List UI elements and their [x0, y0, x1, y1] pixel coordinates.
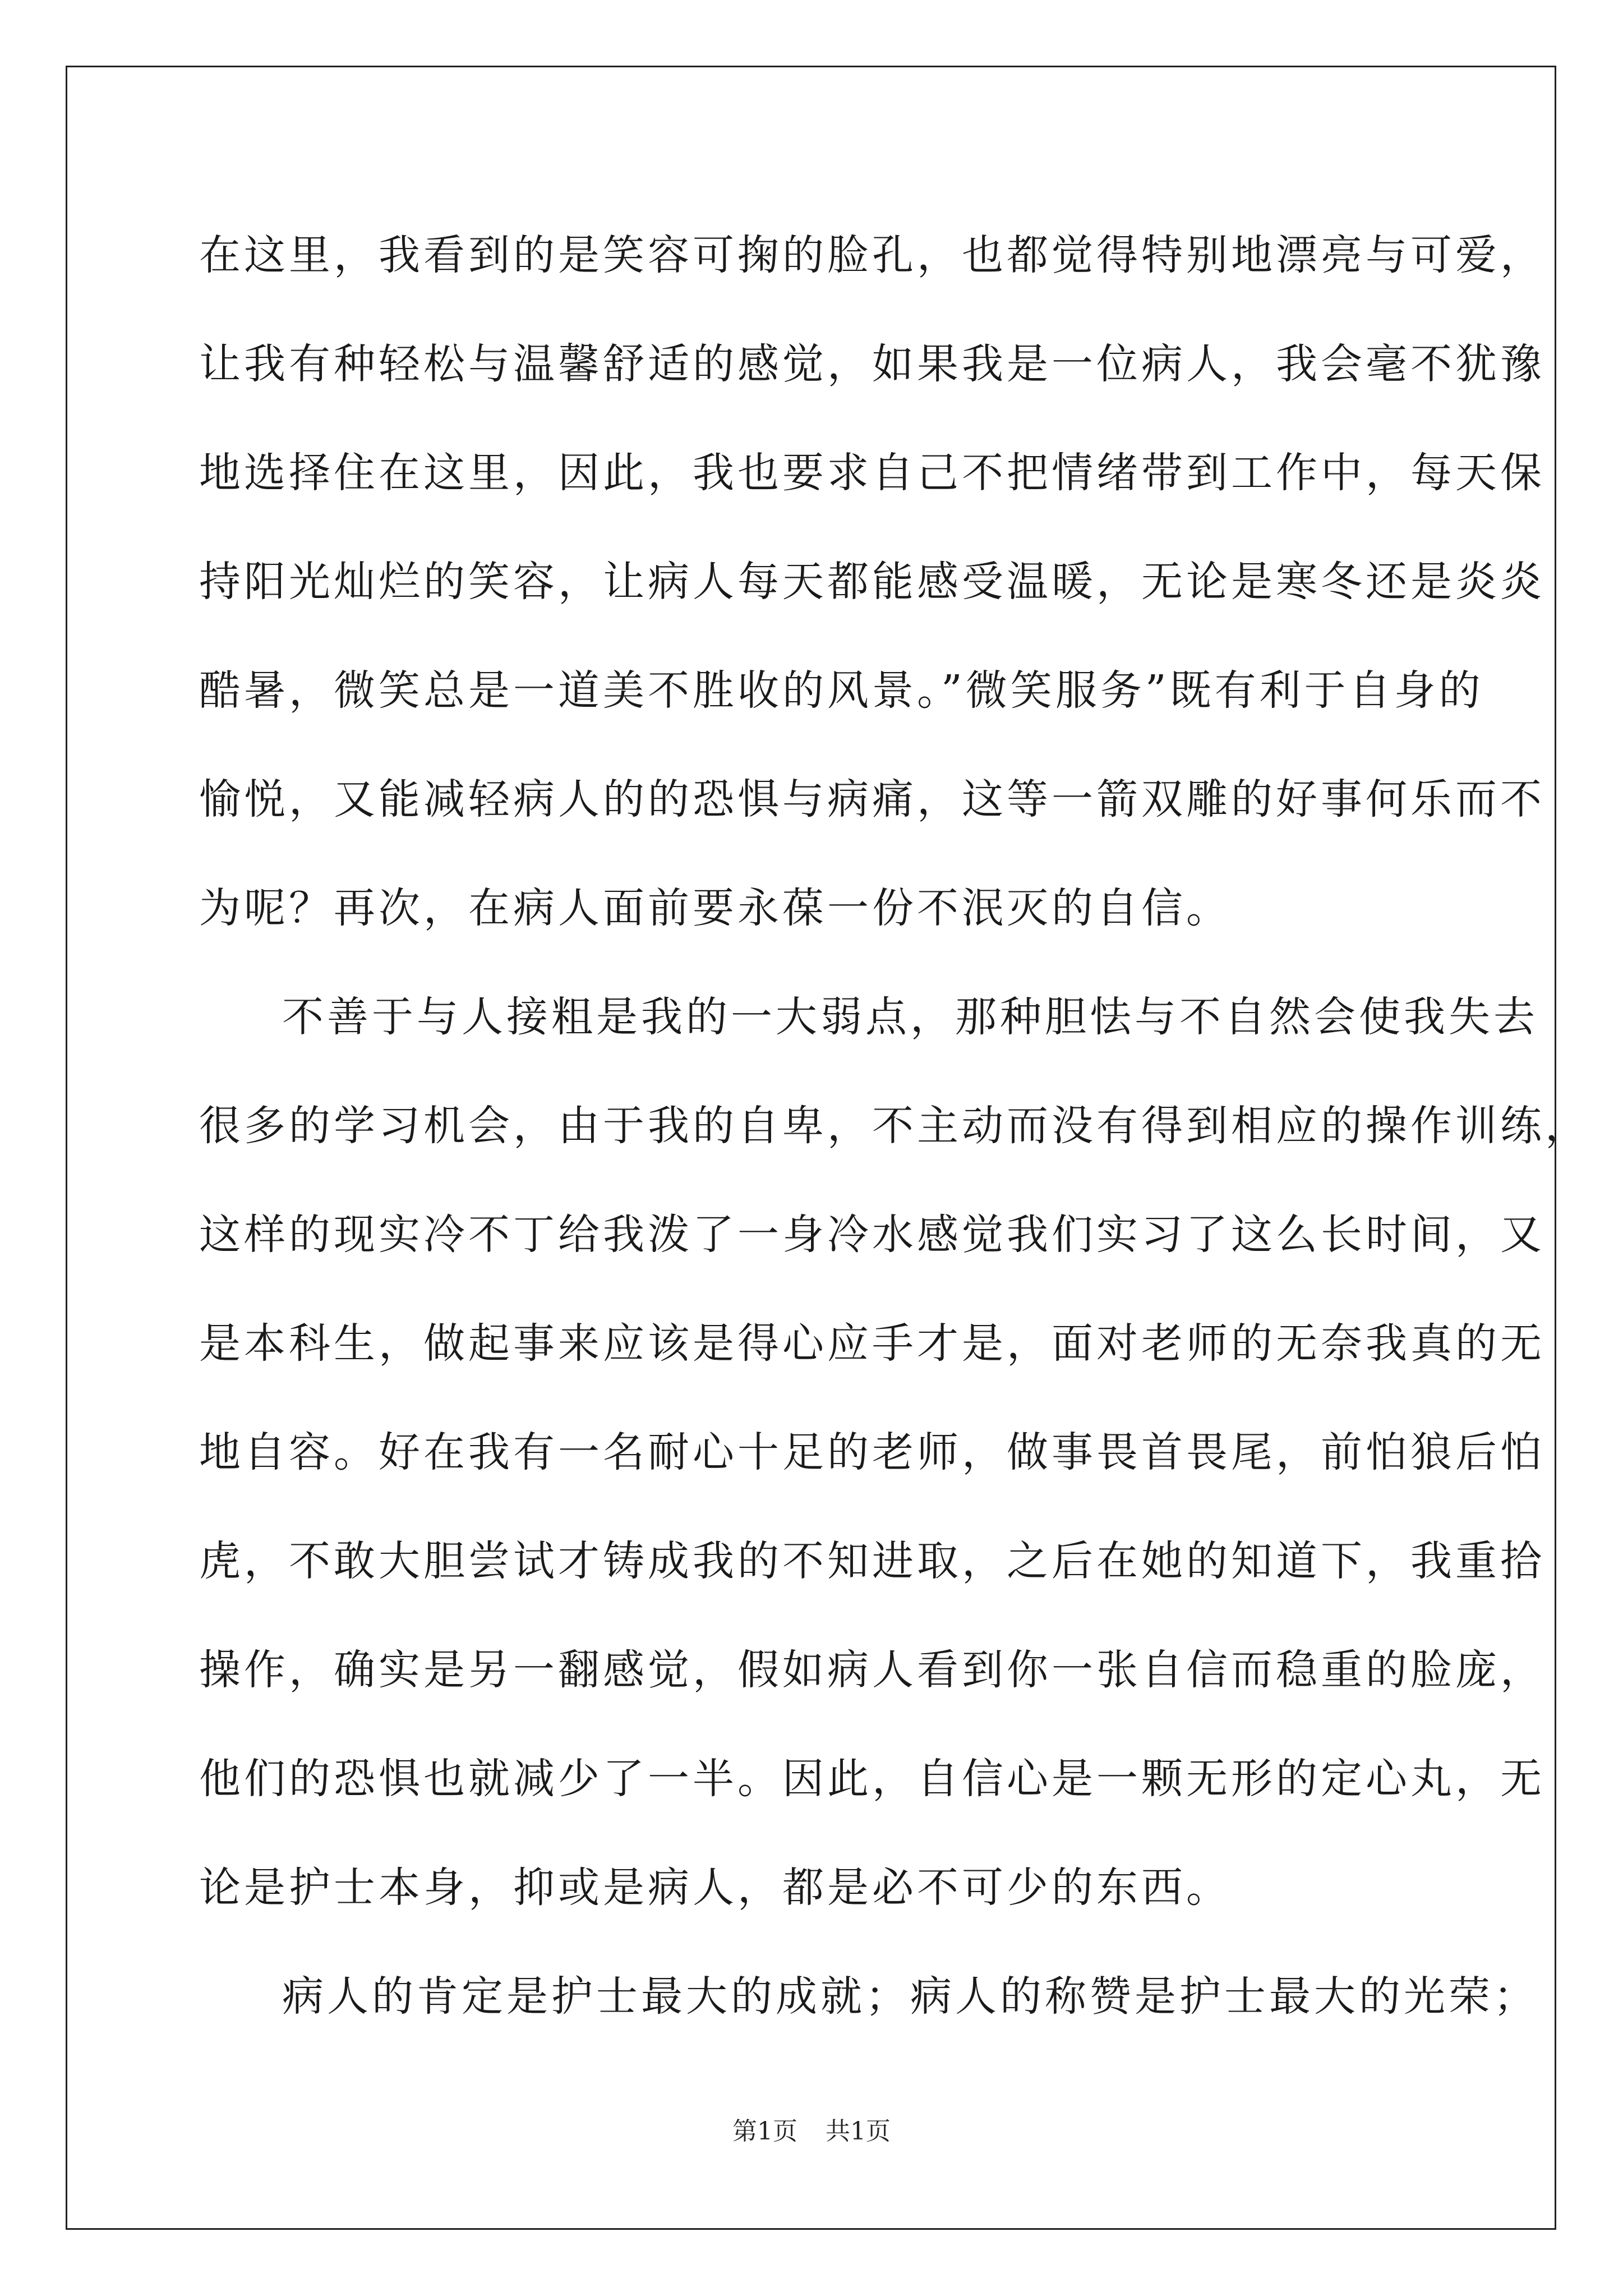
text-line-14: 操作，确实是另一翻感觉，假如病人看到你一张自信而稳重的脸庞，	[199, 1646, 1545, 1694]
text-line-9: 很多的学习机会，由于我的自卑，不主动而没有得到相应的操作训练，	[199, 1102, 1590, 1150]
document-body	[199, 201, 1590, 2051]
text-line-6: 愉悦，又能减轻病人的的恐惧与病痛，这等一箭双雕的好事何乐而不	[199, 775, 1545, 823]
text-line-5: 酷暑，微笑总是一道美不胜收的风景。”微笑服务”既有利于自身的	[199, 666, 1484, 715]
text-line-4: 持阳光灿烂的笑容，让病人每天都能感受温暖，无论是寒冬还是炎炎	[199, 558, 1545, 606]
text-line-7: 为呢？再次，在病人面前要永葆一份不泯灭的自信。	[199, 884, 1231, 932]
text-line-3: 地选择住在这里，因此，我也要求自己不把情绪带到工作中，每天保	[199, 449, 1545, 497]
text-line-10: 这样的现实冷不丁给我泼了一身冷水感觉我们实习了这么长时间，又	[199, 1211, 1545, 1259]
text-line-2: 让我有种轻松与温馨舒适的感觉，如果我是一位病人，我会毫不犹豫	[199, 340, 1545, 388]
page-footer	[0, 2115, 1623, 2148]
page-number-total: 共1页	[826, 2117, 891, 2146]
text-line-15: 他们的恐惧也就减少了一半。因此，自信心是一颗无形的定心丸，无	[199, 1755, 1545, 1803]
page-number-current: 第1页	[732, 2117, 797, 2146]
text-line-13: 虎，不敢大胆尝试才铸成我的不知进取，之后在她的知道下，我重拾	[199, 1537, 1545, 1585]
text-line-1: 在这里，我看到的是笑容可掬的脸孔，也都觉得特别地漂亮与可爱，	[199, 231, 1545, 279]
text-line-11: 是本科生，做起事来应该是得心应手才是，面对老师的无奈我真的无	[199, 1319, 1545, 1368]
text-line-17: 病人的肯定是护士最大的成就；病人的称赞是护士最大的光荣；	[282, 1972, 1538, 2021]
text-line-8: 不善于与人接粗是我的一大弱点，那种胆怯与不自然会使我失去	[282, 993, 1538, 1041]
text-line-12: 地自容。好在我有一名耐心十足的老师，做事畏首畏尾，前怕狼后怕	[199, 1428, 1545, 1476]
text-line-16: 论是护士本身，抑或是病人，都是必不可少的东西。	[199, 1864, 1231, 1912]
